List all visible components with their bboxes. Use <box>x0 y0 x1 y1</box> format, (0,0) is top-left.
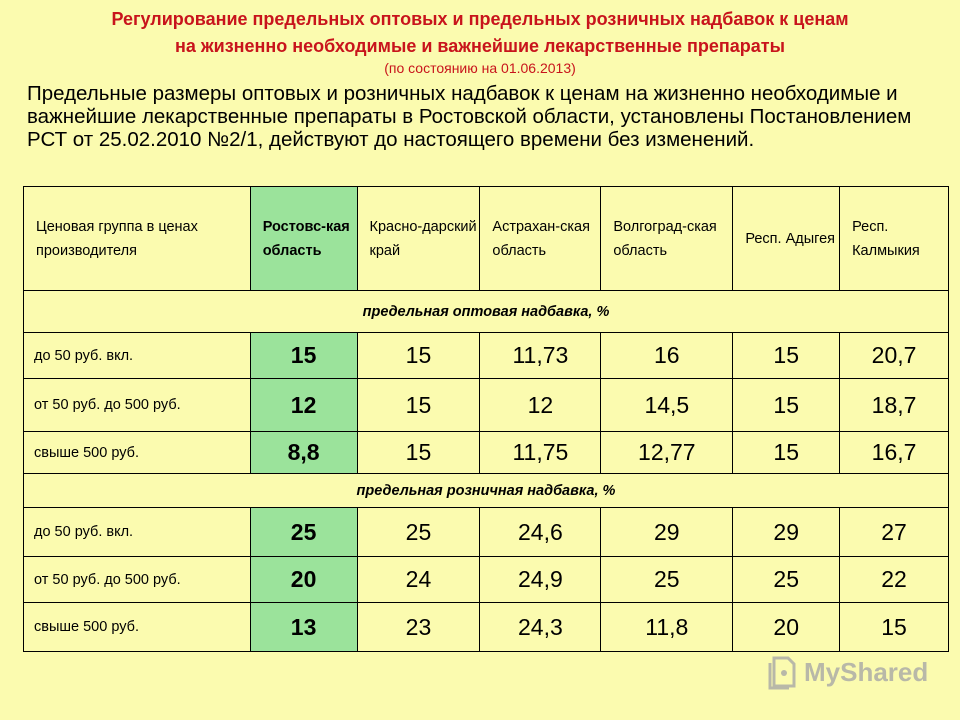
table-header-row <box>24 187 949 291</box>
cell-volgograd: 11,8 <box>601 603 733 652</box>
cell-volgograd: 16 <box>601 333 733 379</box>
cell-volgograd: 12,77 <box>601 432 733 474</box>
cell-astrakhan: 12 <box>480 379 601 432</box>
cell-krasnodar: 23 <box>357 603 480 652</box>
cell-krasnodar: 24 <box>357 557 480 603</box>
header-volgograd: Волгоград-ская область <box>601 187 733 291</box>
cell-volgograd: 14,5 <box>601 379 733 432</box>
markup-table <box>23 186 949 652</box>
cell-krasnodar: 15 <box>357 379 480 432</box>
cell-astrakhan: 24,3 <box>480 603 601 652</box>
cell-astrakhan: 11,73 <box>480 333 601 379</box>
slide-title <box>0 6 960 76</box>
row-label: свыше 500 руб. <box>24 603 251 652</box>
cell-rostov: 12 <box>250 379 357 432</box>
table-row <box>24 379 949 432</box>
cell-kalmykia: 27 <box>840 508 949 557</box>
cell-kalmykia: 22 <box>840 557 949 603</box>
section-row-retail <box>24 474 949 508</box>
cell-astrakhan: 24,9 <box>480 557 601 603</box>
header-kalmykia: Респ. Калмыкия <box>840 187 949 291</box>
cell-kalmykia: 16,7 <box>840 432 949 474</box>
cell-rostov: 13 <box>250 603 357 652</box>
row-label: от 50 руб. до 500 руб. <box>24 379 251 432</box>
row-label: от 50 руб. до 500 руб. <box>24 557 251 603</box>
cell-krasnodar: 15 <box>357 432 480 474</box>
row-label: свыше 500 руб. <box>24 432 251 474</box>
cell-adygea: 15 <box>733 333 840 379</box>
myshared-logo-icon <box>768 654 798 690</box>
row-label: до 50 руб. вкл. <box>24 333 251 379</box>
intro-paragraph: Предельные размеры оптовых и розничных надбавок к ценам на жизненно необходимые и важнейшие лекарственные препараты в Ростовской области, установлены Постановлением РСТ от 25.02.2010 №2/1, действуют до настоящего времени без изменений. <box>27 82 912 151</box>
cell-adygea: 20 <box>733 603 840 652</box>
cell-volgograd: 29 <box>601 508 733 557</box>
table-row <box>24 333 949 379</box>
cell-astrakhan: 11,75 <box>480 432 601 474</box>
section-wholesale-label: предельная оптовая надбавка, % <box>24 291 949 333</box>
row-label: до 50 руб. вкл. <box>24 508 251 557</box>
cell-adygea: 15 <box>733 379 840 432</box>
section-retail-label: предельная розничная надбавка, % <box>24 474 949 508</box>
title-date: (по состоянию на 01.06.2013) <box>384 60 576 76</box>
cell-volgograd: 25 <box>601 557 733 603</box>
cell-krasnodar: 25 <box>357 508 480 557</box>
header-krasnodar: Красно-дарский край <box>357 187 480 291</box>
cell-rostov: 8,8 <box>250 432 357 474</box>
cell-kalmykia: 20,7 <box>840 333 949 379</box>
title-line-1: Регулирование предельных оптовых и предельных розничных надбавок к ценам <box>111 9 849 29</box>
table-row <box>24 508 949 557</box>
header-price-group: Ценовая группа в ценах производителя <box>24 187 251 291</box>
table-row <box>24 432 949 474</box>
cell-adygea: 15 <box>733 432 840 474</box>
watermark-text: MyShared <box>804 656 929 687</box>
cell-adygea: 29 <box>733 508 840 557</box>
cell-kalmykia: 15 <box>840 603 949 652</box>
cell-astrakhan: 24,6 <box>480 508 601 557</box>
cell-kalmykia: 18,7 <box>840 379 949 432</box>
cell-krasnodar: 15 <box>357 333 480 379</box>
section-row-wholesale <box>24 291 949 333</box>
cell-rostov: 20 <box>250 557 357 603</box>
cell-adygea: 25 <box>733 557 840 603</box>
table-row <box>24 557 949 603</box>
header-adygea: Респ. Адыгея <box>733 187 840 291</box>
header-astrakhan: Астрахан-ская область <box>480 187 601 291</box>
myshared-watermark <box>768 654 928 690</box>
cell-rostov: 25 <box>250 508 357 557</box>
table-row <box>24 603 949 652</box>
cell-rostov: 15 <box>250 333 357 379</box>
title-line-2: на жизненно необходимые и важнейшие лекарственные препараты <box>174 36 785 56</box>
header-rostov: Ростовс-кая область <box>250 187 357 291</box>
